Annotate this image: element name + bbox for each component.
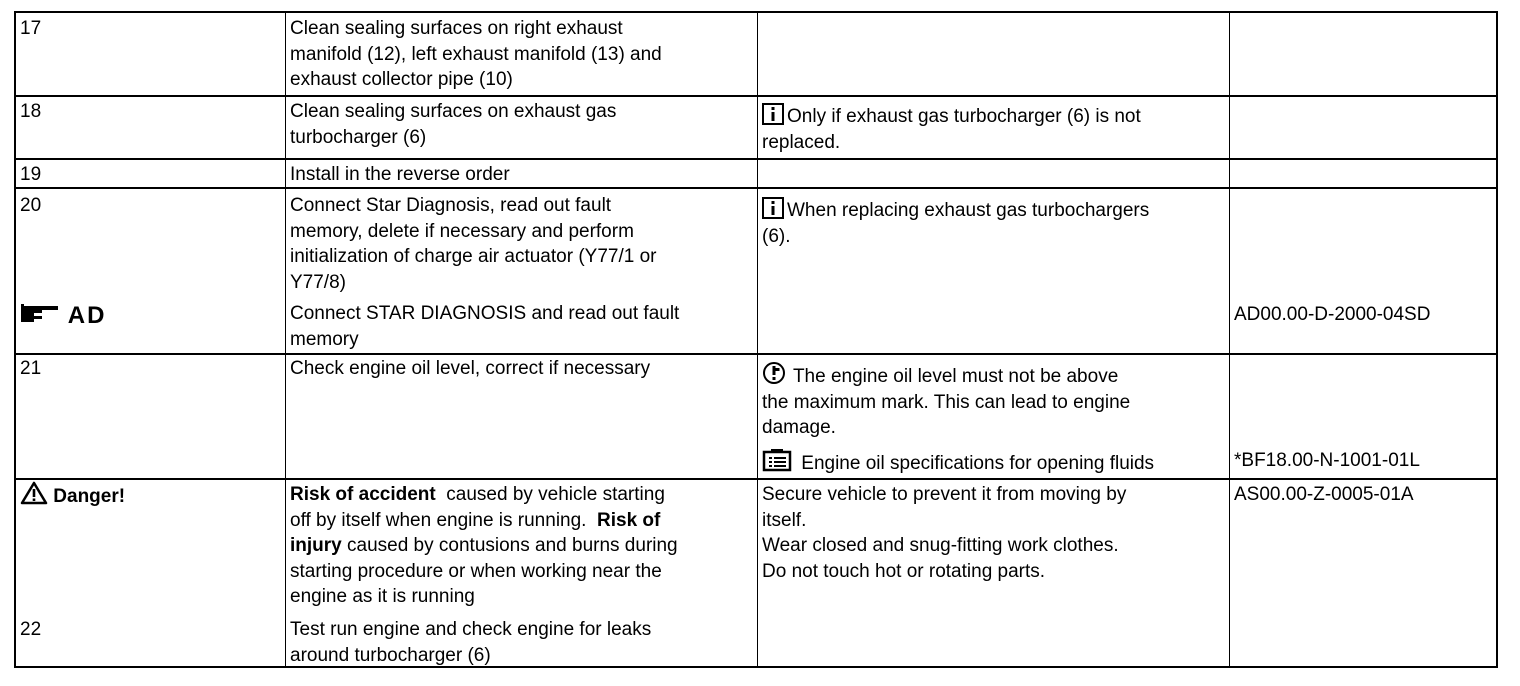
row-divider — [16, 95, 1496, 97]
text-line: replaced. — [762, 131, 841, 153]
text-fragment: caused by vehicle starting — [435, 484, 665, 505]
step-action — [290, 162, 510, 188]
step-number: 21 — [20, 358, 42, 379]
danger-text — [290, 482, 678, 610]
step-action — [290, 193, 656, 295]
procedure-table — [14, 11, 1498, 668]
text-line: itself. — [762, 509, 807, 531]
step-action — [290, 99, 616, 150]
step-number: 19 — [20, 164, 42, 185]
text-line: When replacing exhaust gas turbochargers — [787, 200, 1150, 221]
step-number: 20 — [20, 195, 42, 216]
text-line: manifold (12), left exhaust manifold (13) and — [290, 43, 662, 65]
step-number: 22 — [20, 619, 42, 640]
text-line: memory — [290, 328, 359, 350]
text-line: Connect Star Diagnosis, read out fault — [290, 195, 612, 216]
reference-link[interactable]: AS00.00-Z-0005-01A — [1234, 484, 1414, 505]
danger-note — [762, 482, 1126, 584]
text-line: the maximum mark. This can lead to engine — [762, 391, 1131, 413]
sub-step-action — [290, 301, 679, 352]
text-line: engine as it is running — [290, 586, 475, 607]
caution-icon — [762, 366, 793, 387]
column-divider — [757, 13, 758, 666]
ad-label: AD — [67, 302, 107, 329]
step-note — [762, 197, 1149, 249]
text-fragment: caused by contusions and burns during — [341, 535, 678, 556]
link-text[interactable]: Engine oil specifications for opening fluids — [801, 452, 1155, 474]
danger-label: Danger! — [53, 486, 126, 507]
text-line: The engine oil level must not be above — [792, 366, 1119, 387]
text-line: Only if exhaust gas turbocharger (6) is not — [787, 106, 1141, 127]
step-number: 18 — [20, 101, 42, 122]
warning-triangle-icon — [20, 486, 53, 507]
text-fragment: off by itself when engine is running. — [290, 509, 587, 531]
text-line: starting procedure or when working near the — [290, 560, 662, 582]
text-line: turbocharger (6) — [290, 126, 427, 148]
text-line: Y77/8) — [290, 271, 346, 293]
ad-marker — [20, 302, 106, 330]
column-divider — [285, 13, 286, 666]
row-divider — [16, 478, 1496, 480]
row-divider — [16, 353, 1496, 355]
document-icon — [762, 453, 801, 474]
step-action — [290, 356, 650, 382]
text-line: exhaust collector pipe (10) — [290, 69, 513, 90]
reference-link[interactable]: *BF18.00-N-1001-01L — [1234, 450, 1420, 471]
text-line: Check engine oil level, correct if necessary — [290, 358, 651, 379]
column-divider — [1229, 13, 1230, 666]
bold-text: injury — [290, 535, 342, 556]
step-number: 17 — [20, 18, 42, 39]
text-line: Do not touch hot or rotating parts. — [762, 560, 1046, 582]
text-line: damage. — [762, 417, 836, 438]
row-divider — [16, 158, 1496, 160]
bold-text: Risk of accident — [290, 484, 436, 505]
text-line: memory, delete if necessary and perform — [290, 220, 634, 242]
step-action — [290, 617, 651, 668]
info-icon — [762, 103, 784, 125]
reference-link[interactable]: AD00.00-D-2000-04SD — [1234, 304, 1431, 325]
danger-heading — [20, 481, 125, 510]
bold-text: Risk of — [597, 509, 661, 531]
text-line: initialization of charge air actuator (Y77/1 or — [290, 246, 657, 267]
text-line: Secure vehicle to prevent it from moving by — [762, 484, 1127, 505]
text-line: Test run engine and check engine for leaks — [290, 619, 652, 640]
step-action — [290, 16, 662, 93]
text-line: Clean sealing surfaces on exhaust gas — [290, 101, 617, 122]
pointing-hand-icon — [20, 302, 68, 329]
text-line: (6). — [762, 225, 791, 247]
step-note — [762, 103, 1141, 155]
step-note — [762, 361, 1154, 476]
text-line: around turbocharger (6) — [290, 644, 491, 666]
text-line: Connect STAR DIAGNOSIS and read out fault — [290, 303, 680, 324]
info-icon — [762, 197, 784, 219]
text-line: Wear closed and snug-fitting work clothes. — [762, 535, 1119, 556]
row-divider — [16, 187, 1496, 189]
text-line: Clean sealing surfaces on right exhaust — [290, 18, 623, 39]
text-line: Install in the reverse order — [290, 164, 510, 185]
